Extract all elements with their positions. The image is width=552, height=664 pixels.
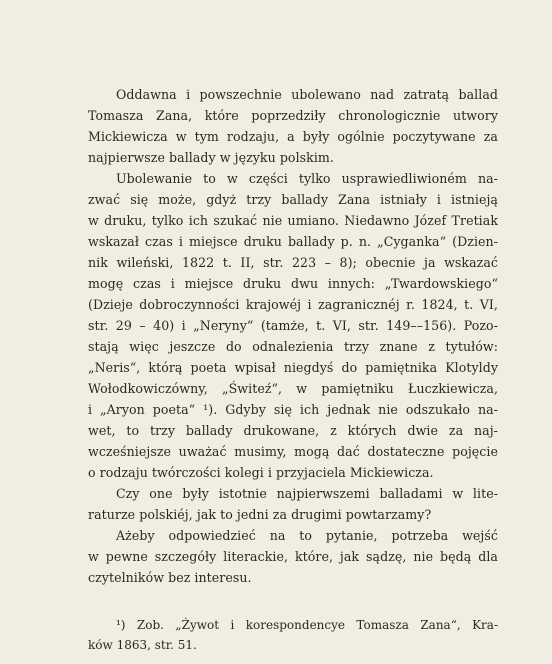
body-text-line: nik wileński, 1822 t. II, str. 223 – 8); obecnie ja wskazać bbox=[88, 255, 498, 270]
body-text-line: Tomasza Zana, które poprzedziły chronologicznie utwory bbox=[88, 108, 498, 123]
body-text-line: wskazał czas i miejsce druku ballady p. n. „Cyganka“ (Dzien- bbox=[88, 234, 498, 249]
body-text-line: Wołodkowiczówny, „Świteź“, w pamiętniku Łuczkiewicza, bbox=[88, 381, 498, 396]
body-text-line: i „Aryon poeta“ ¹). Gdyby się ich jednak nie odszukało na- bbox=[88, 402, 498, 417]
body-text-line: „Neris“, którą poeta wpisał niegdyś do pamiętnika Klotyldy bbox=[88, 360, 498, 375]
body-text-line: o rodzaju twórczości kolegi i przyjaciela Mickiewicza. bbox=[88, 465, 434, 480]
footnote-line: ków 1863, str. 51. bbox=[88, 638, 197, 652]
body-text-line: Czy one były istotnie najpierwszemi balladami w lite- bbox=[116, 486, 498, 501]
body-text bbox=[88, 84, 498, 588]
body-text-line: stają więc jeszcze do odnalezienia trzy znane z tytułów: bbox=[88, 339, 498, 354]
body-text-line: Ubolewanie to w części tylko usprawiedliwioném na- bbox=[116, 171, 498, 186]
body-text-line: zwać się może, gdyż trzy ballady Zana istniały i istnieją bbox=[88, 192, 498, 207]
body-text-line: (Dzieje dobroczynności krajowéj i zagranicznéj r. 1824, t. VI, bbox=[88, 297, 498, 312]
body-text-line: w pewne szczegóły literackie, które, jak sądzę, nie będą dla bbox=[88, 549, 498, 564]
footnote-line: ¹) Zob. „Żywot i korespondencye Tomasza Zana“, Kra- bbox=[116, 618, 498, 632]
body-text-line: mogę czas i miejsce druku dwu innych: „Twardowskiego“ bbox=[88, 276, 498, 291]
body-text-line: Ażeby odpowiedzieć na to pytanie, potrzeba wejść bbox=[116, 528, 498, 543]
footnote bbox=[88, 615, 498, 655]
body-text-line: Mickiewicza w tym rodzaju, a były ogólnie poczytywane za bbox=[88, 129, 498, 144]
body-text-line: raturze polskiéj, jak to jedni za drugimi powtarzamy? bbox=[88, 507, 432, 522]
body-text-line: str. 29 – 40) i „Neryny“ (tamże, t. VI, str. 149––156). Pozo- bbox=[88, 318, 498, 333]
body-text-line: najpierwsze ballady w języku polskim. bbox=[88, 150, 334, 165]
body-text-line: czytelników bez interesu. bbox=[88, 570, 252, 585]
body-text-line: w druku, tylko ich szukać nie umiano. Niedawno Józef Tretiak bbox=[88, 213, 498, 228]
body-text-line: Oddawna i powszechnie ubolewano nad zatratą ballad bbox=[116, 87, 498, 102]
body-text-line: wcześniejsze uważać musimy, mogą dać dostateczne pojęcie bbox=[88, 444, 498, 459]
body-text-line: wet, to trzy ballady drukowane, z których dwie za naj- bbox=[88, 423, 498, 438]
